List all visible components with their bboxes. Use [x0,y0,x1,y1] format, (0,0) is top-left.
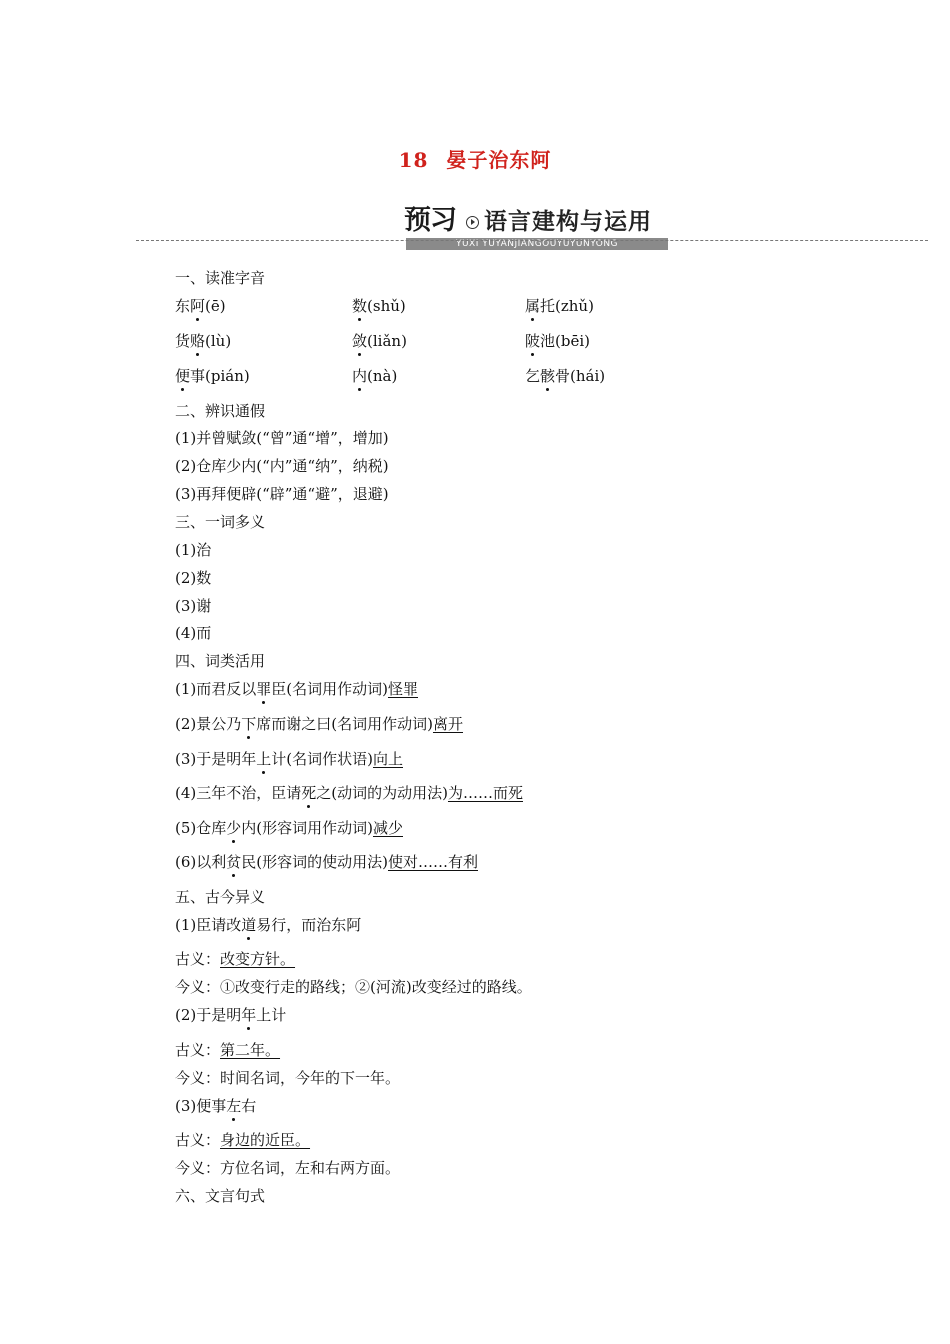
pronunciation-item: 东阿(ē) [175,297,226,315]
answer: 为……而死 [447,784,523,802]
list-item: (3)于是明年上计(名词作状语)向上 [175,750,403,768]
list-item: (6)以利贫民(形容词的使动用法)使对……有利 [175,853,478,871]
answer: 身边的近臣。 [220,1131,311,1149]
page-title [0,144,950,173]
banner-section-name: 语言建构与运用 [484,209,652,235]
pronunciation-item: 内(nà) [352,367,398,385]
ancient-meaning: 古义：第二年。 [175,1041,281,1059]
answer: 怪罪 [387,680,418,698]
play-arrow-icon [466,216,479,229]
list-item: (3)便事左右 [175,1097,257,1115]
list-item: (1)而君反以罪臣(名词用作动词)怪罪 [175,680,418,698]
section-heading: 二、辨识通假 [175,402,266,420]
pronunciation-item: 货赂(lù) [175,332,232,350]
pronunciation-item: 便事(pián) [175,367,250,385]
list-item: (3)再拜便辟(“辟”通“避”，退避) [175,485,389,503]
list-item: (4)而 [175,624,212,642]
lesson-title: 晏子治东阿 [446,148,552,172]
answer: 离开 [432,715,463,733]
banner-divider [136,240,928,241]
list-item: (2)数 [175,569,212,587]
lesson-number: 18 [398,148,429,172]
pronunciation-item: 敛(liǎn) [352,332,407,350]
answer: 向上 [372,750,403,768]
pronunciation-item: 陂池(bēi) [525,332,590,350]
list-item: (2)景公乃下席而谢之曰(名词用作动词)离开 [175,715,463,733]
list-item: (2)仓库少内(“内”通“纳”，纳税) [175,457,389,475]
list-item: (1)治 [175,541,212,559]
section-heading: 一、读准字音 [175,269,266,287]
banner-pinyin: YUXI YUYANJIANGOUYUYUNYONG [406,238,668,250]
section-heading: 四、词类活用 [175,652,266,670]
modern-meaning: 今义：①改变行走的路线；②(河流)改变经过的路线。 [175,978,532,996]
answer: 使对……有利 [387,853,478,871]
answer: 减少 [372,819,403,837]
list-item: (1)臣请改道易行，而治东阿 [175,916,362,934]
list-item: (2)于是明年上计 [175,1006,287,1024]
section-banner [404,204,666,252]
ancient-meaning: 古义：改变方针。 [175,950,296,968]
answer: 改变方针。 [220,950,296,968]
section-heading: 六、文言句式 [175,1187,266,1205]
list-item: (5)仓库少内(形容词用作动词)减少 [175,819,403,837]
answer: 第二年。 [220,1041,281,1059]
banner-mark: 预习 [404,205,456,236]
ancient-meaning: 古义：身边的近臣。 [175,1131,311,1149]
pronunciation-item: 属托(zhǔ) [525,297,594,315]
section-heading: 三、一词多义 [175,513,266,531]
section-heading: 五、古今异义 [175,888,266,906]
list-item: (1)并曾赋敛(“曾”通“增”，增加) [175,429,389,447]
pronunciation-item: 数(shǔ) [352,297,406,315]
modern-meaning: 今义：时间名词，今年的下一年。 [175,1069,401,1087]
pronunciation-item: 乞骸骨(hái) [525,367,606,385]
list-item: (4)三年不治，臣请死之(动词的为动用法)为……而死 [175,784,523,802]
list-item: (3)谢 [175,597,212,615]
modern-meaning: 今义：方位名词，左和右两方面。 [175,1159,401,1177]
